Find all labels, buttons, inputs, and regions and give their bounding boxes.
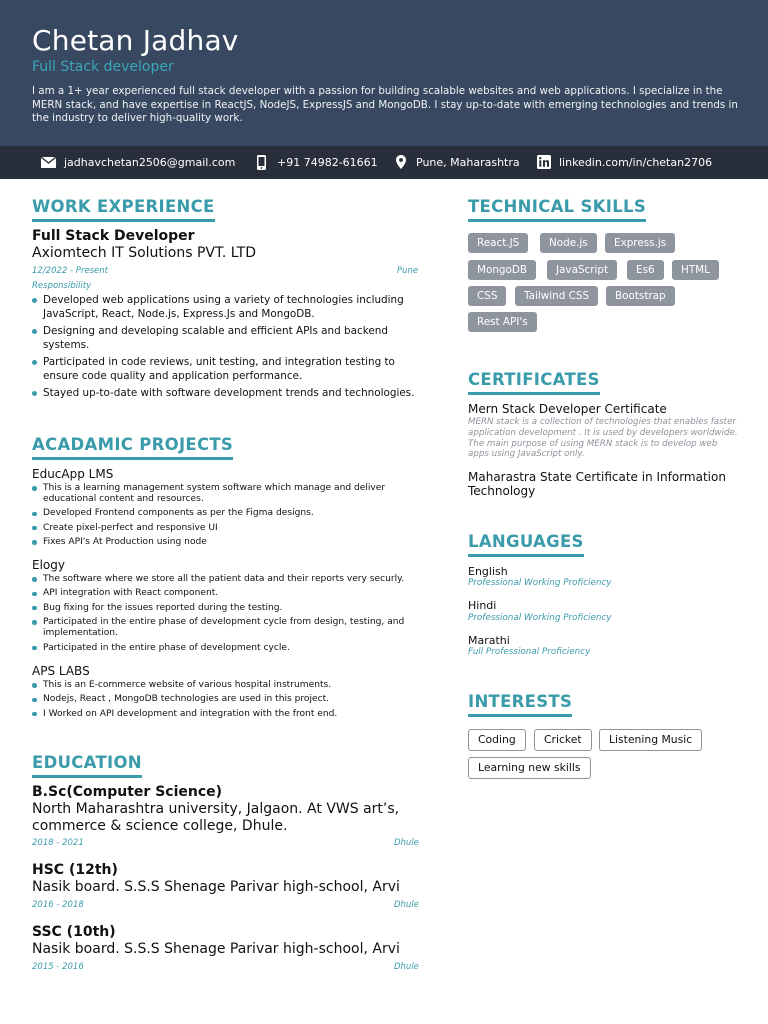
interest-tag: Cricket xyxy=(534,729,592,751)
candidate-name: Chetan Jadhav xyxy=(32,24,239,57)
project-name: Elogy xyxy=(32,558,65,572)
skill-chip: CSS xyxy=(468,286,506,306)
skill-chip: MongoDB xyxy=(468,260,536,280)
summary-text: I am a 1+ year experienced full stack developer with a passion for building scalable websites and web applications. I specialize in the MERN stack, and have expertise in ReactJS, NodeJS, ExpressJS and MongoDB. I stay up-to-date with emerging technologies and trends in the industry to deliver high-quality work. xyxy=(32,85,738,124)
skill-chip: Node.js xyxy=(540,233,597,253)
education-school: Nasik board. S.S.S Shenage Parivar high-school, Arvi xyxy=(32,879,400,895)
section-title-languages: LANGUAGES xyxy=(468,532,584,557)
skill-chip: Bootstrap xyxy=(606,286,675,306)
skill-chip: HTML xyxy=(672,260,719,280)
list-item: Bug fixing for the issues reported during the testing. xyxy=(32,603,422,614)
list-item: Stayed up-to-date with software development trends and technologies. xyxy=(32,387,420,401)
language-level: Professional Working Proficiency xyxy=(468,578,612,588)
interest-tag: Listening Music xyxy=(599,729,702,751)
education-dates: 2016 - 2018 xyxy=(32,900,84,910)
contact-email[interactable] xyxy=(41,155,235,169)
contact-linkedin[interactable] xyxy=(536,155,712,169)
skill-chip: Es6 xyxy=(627,260,664,280)
education-location: Dhule xyxy=(394,962,419,972)
language-name: English xyxy=(468,565,508,578)
education-school: Nasik board. S.S.S Shenage Parivar high-school, Arvi xyxy=(32,941,400,957)
map-pin-icon xyxy=(393,155,408,169)
skill-chip: Rest API's xyxy=(468,312,537,332)
email-text: jadhavchetan2506@gmail.com xyxy=(64,155,236,169)
list-item: Participated in code reviews, unit testing, and integration testing to ensure code quality and application performance. xyxy=(32,356,420,383)
list-item: Fixes API's At Production using node xyxy=(32,537,422,548)
linkedin-icon xyxy=(536,155,551,169)
skill-chip: JavaScript xyxy=(547,260,617,280)
language-level: Full Professional Proficiency xyxy=(468,647,591,657)
list-item: Developed web applications using a variety of technologies including JavaScript, React, Node.js, Express.Js and MongoDB. xyxy=(32,294,420,321)
certificate-name: Mern Stack Developer Certificate xyxy=(468,402,667,416)
candidate-role: Full Stack developer xyxy=(32,59,174,75)
list-item: The software where we store all the patient data and their reports very securly. xyxy=(32,574,422,585)
job-dates: 12/2022 - Present xyxy=(32,266,109,276)
contact-location xyxy=(393,155,520,169)
list-item: Nodejs, React , MongoDB technologies are used in this project. xyxy=(32,694,422,705)
list-item: Developed Frontend components as per the Figma designs. xyxy=(32,508,422,519)
job-sub-label: Responsibility xyxy=(32,281,92,291)
section-title-education: EDUCATION xyxy=(32,753,142,778)
education-location: Dhule xyxy=(394,838,419,848)
education-dates: 2018 - 2021 xyxy=(32,838,84,848)
language-name: Marathi xyxy=(468,634,510,647)
certificate-name: Maharastra State Certificate in Information Technology xyxy=(468,470,726,498)
phone-text: +91 74982-61661 xyxy=(277,155,378,169)
project-bullets xyxy=(32,483,422,552)
location-text: Pune, Maharashtra xyxy=(416,155,520,169)
skill-chip: Tailwind CSS xyxy=(515,286,598,306)
section-title-work-experience: WORK EXPERIENCE xyxy=(32,197,215,222)
language-level: Professional Working Proficiency xyxy=(468,613,612,623)
project-name: APS LABS xyxy=(32,664,90,678)
job-location: Pune xyxy=(397,266,419,276)
project-name: EducApp LMS xyxy=(32,467,114,481)
section-title-skills: TECHNICAL SKILLS xyxy=(468,197,646,222)
education-degree: SSC (10th) xyxy=(32,924,116,940)
interest-tag: Coding xyxy=(468,729,526,751)
phone-icon xyxy=(254,155,269,169)
section-title-interests: INTERESTS xyxy=(468,692,572,717)
list-item: Participated in the entire phase of development cycle. xyxy=(32,643,422,654)
section-title-projects: ACADAMIC PROJECTS xyxy=(32,435,233,460)
list-item: This is an E-commerce website of various hospital instruments. xyxy=(32,680,422,691)
certificate-description: MERN stack is a collection of technologies that enables faster application development . It is used by developers worldwide. The main purpose of using MERN stack is to develop web apps using JavaScript only. xyxy=(468,417,738,460)
list-item: This is a learning management system software which manage and deliver educational content and resources. xyxy=(32,483,422,505)
list-item: Create pixel-perfect and responsive UI xyxy=(32,523,422,534)
job-title: Full Stack Developer xyxy=(32,228,195,244)
education-location: Dhule xyxy=(394,900,419,910)
job-responsibilities xyxy=(32,294,420,405)
envelope-icon xyxy=(41,155,56,169)
contact-bar xyxy=(0,146,768,179)
contact-phone[interactable] xyxy=(254,155,378,169)
project-bullets xyxy=(32,574,422,657)
company-name: Axiomtech IT Solutions PVT. LTD xyxy=(32,245,256,261)
education-dates: 2015 - 2016 xyxy=(32,962,84,972)
list-item: Designing and developing scalable and efficient APIs and backend systems. xyxy=(32,325,420,352)
education-degree: HSC (12th) xyxy=(32,862,118,878)
resume-header xyxy=(0,0,768,146)
skill-chip: React.JS xyxy=(468,233,528,253)
linkedin-text: linkedin.com/in/chetan2706 xyxy=(559,155,713,169)
list-item: Participated in the entire phase of development cycle from design, testing, and implementation. xyxy=(32,617,422,639)
list-item: I Worked on API development and integration with the front end. xyxy=(32,709,422,720)
list-item: API integration with React component. xyxy=(32,588,422,599)
education-degree: B.Sc(Computer Science) xyxy=(32,784,223,800)
project-bullets xyxy=(32,680,422,723)
language-name: Hindi xyxy=(468,599,497,612)
skill-chip: Express.js xyxy=(605,233,675,253)
interest-tag: Learning new skills xyxy=(468,757,591,779)
section-title-certificates: CERTIFICATES xyxy=(468,370,600,395)
education-school: North Maharashtra university, Jalgaon. At VWS art’s, commerce & science college, Dhule. xyxy=(32,801,400,834)
